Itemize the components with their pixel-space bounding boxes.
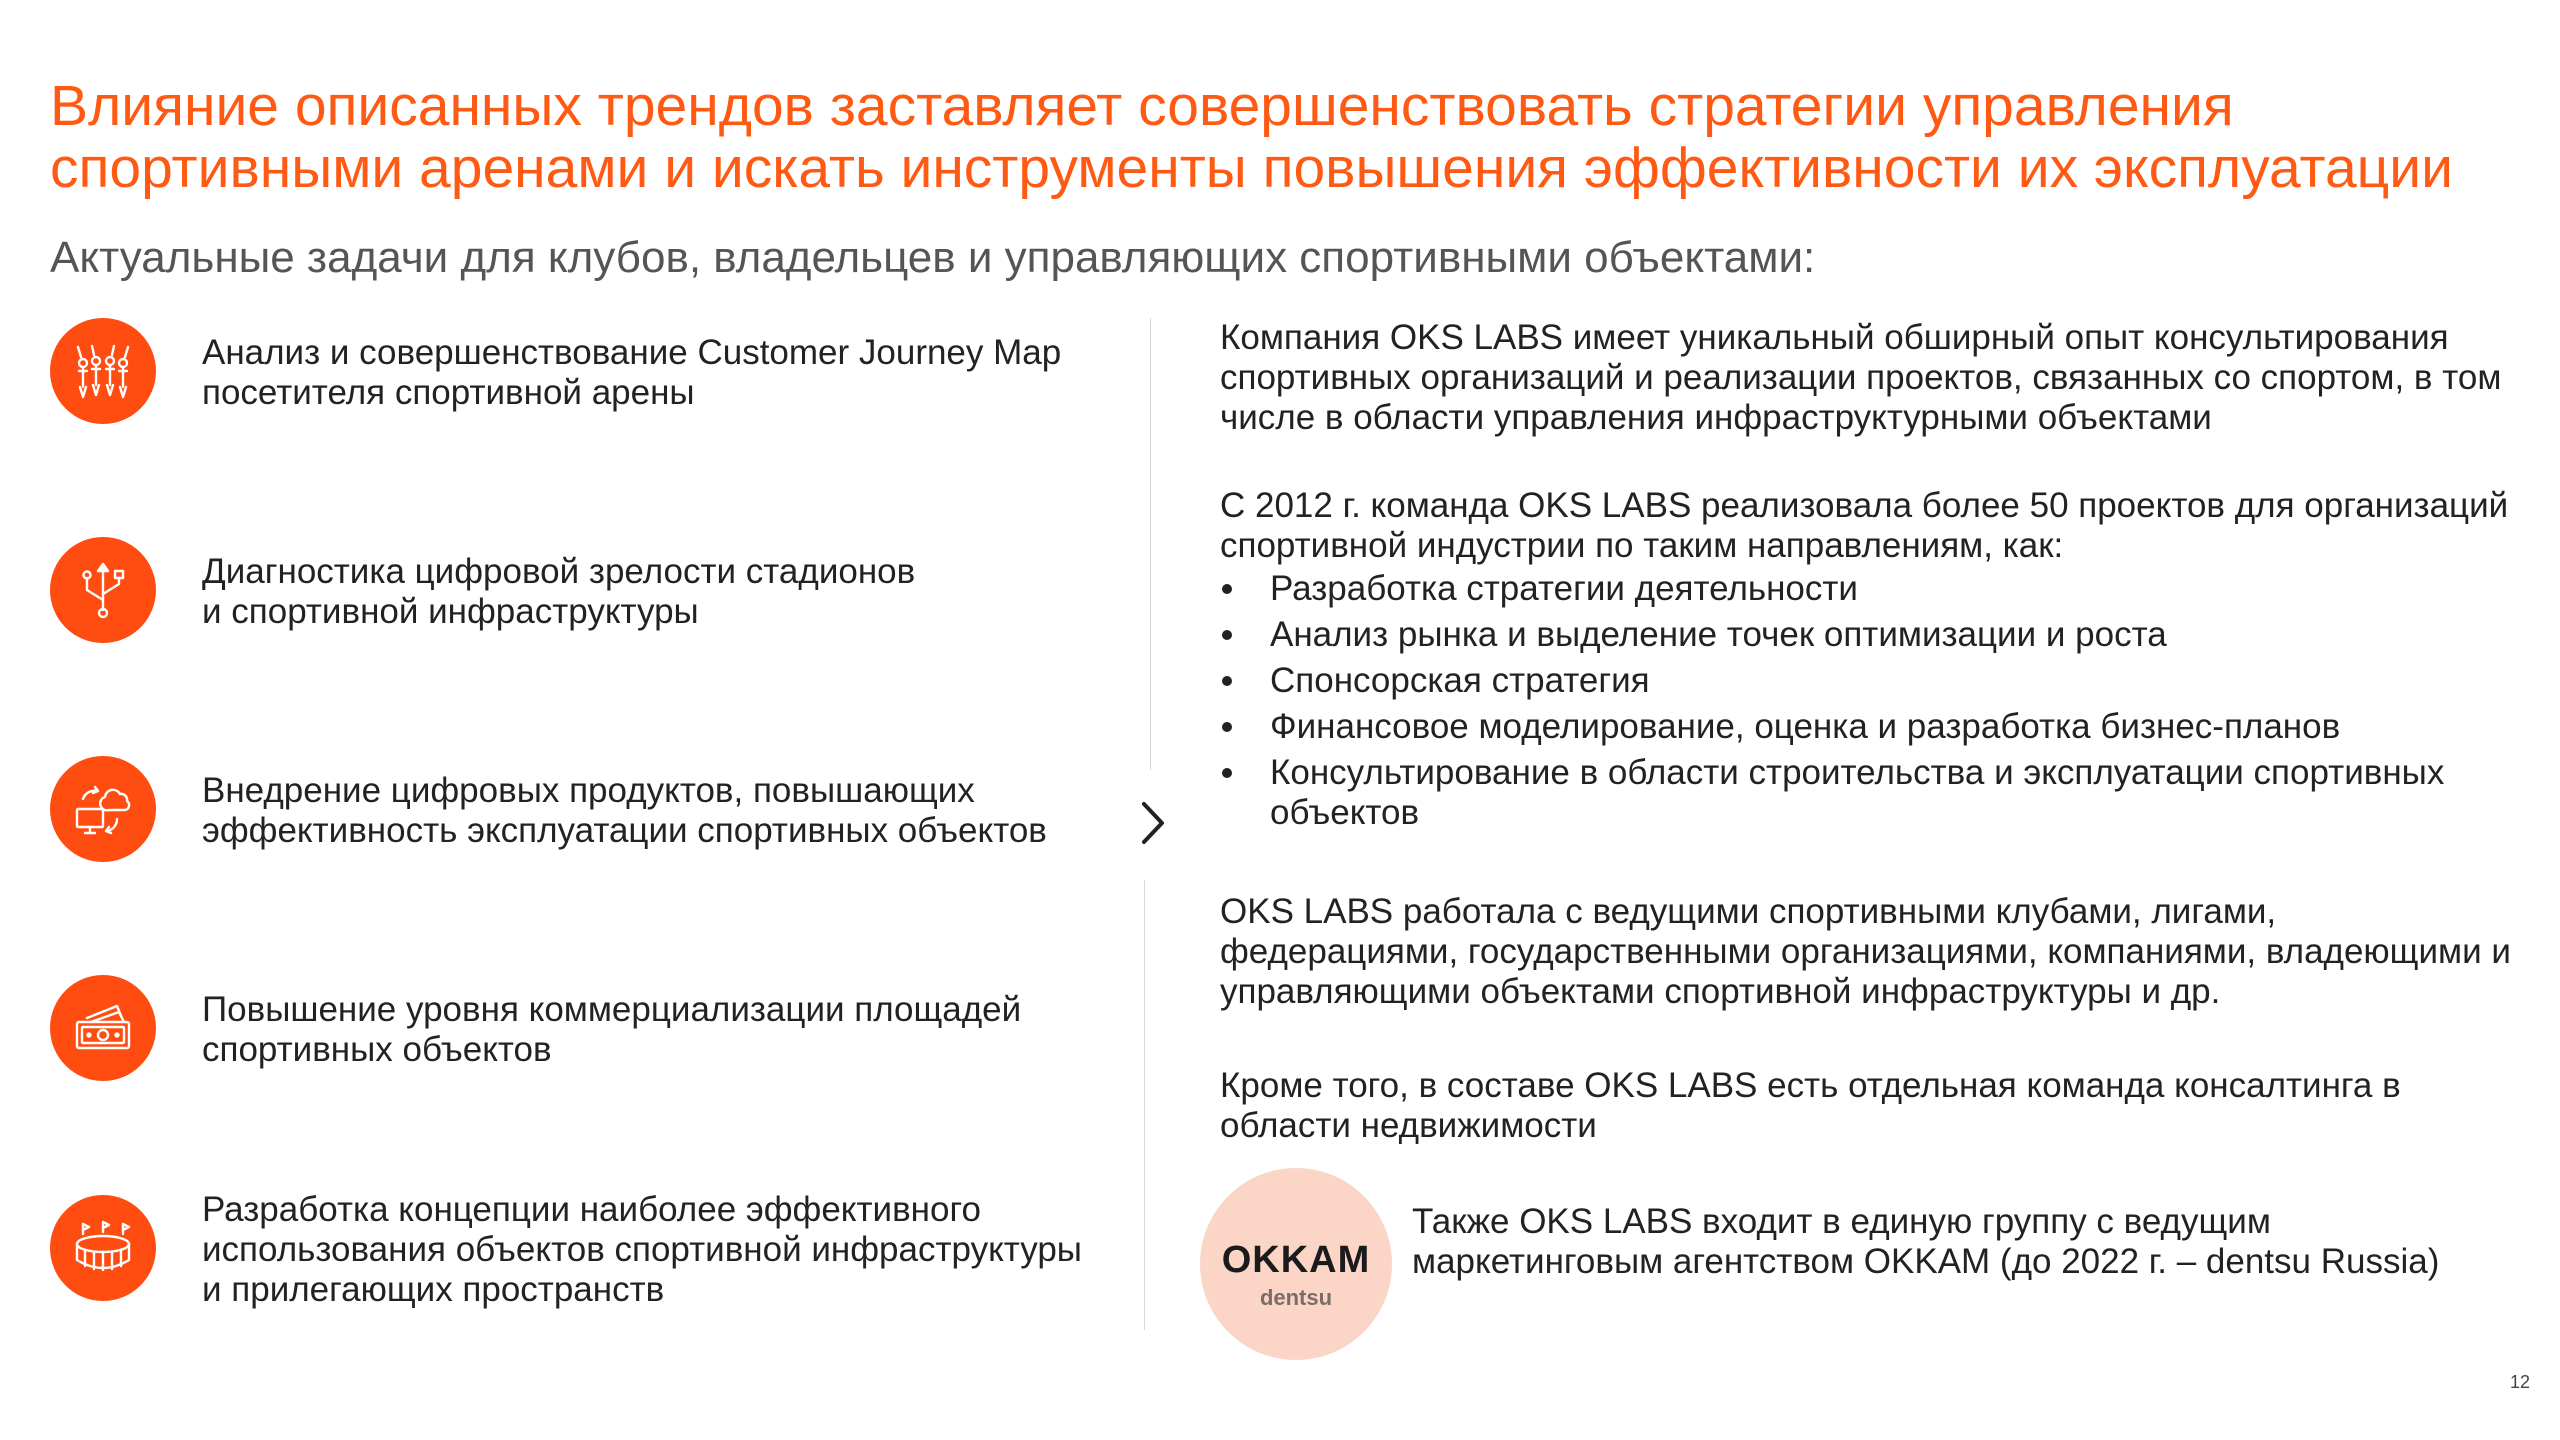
title-line-1: Влияние описанных трендов заставляет совершенствовать стратегии управления bbox=[50, 74, 2234, 138]
task-item-digital-products bbox=[50, 756, 1130, 866]
task-text-line: Повышение уровня коммерциализации площадей bbox=[202, 990, 1022, 1029]
stadium-icon bbox=[50, 1195, 156, 1301]
list-item: Финансовое моделирование, оценка и разработка бизнес-планов bbox=[1220, 704, 2520, 750]
chevron-right-icon bbox=[1138, 800, 1168, 846]
task-text-line: и спортивной инфраструктуры bbox=[202, 592, 699, 631]
money-icon bbox=[50, 975, 156, 1081]
task-text-line: и прилегающих пространств bbox=[202, 1270, 665, 1309]
cloud-computer-icon bbox=[50, 756, 156, 862]
crowd-icon bbox=[50, 318, 156, 424]
paragraph-text: OKS LABS работала с ведущими спортивными клубами, лигами, федерациями, государственными организациями, компаниями, владеющими и управляющими объектами спортивной инфраструктуры и др. bbox=[1220, 892, 2511, 1011]
projects-block bbox=[1220, 486, 2520, 833]
slide-title bbox=[50, 75, 2530, 199]
task-text-line: Анализ и совершенствование Customer Journey Map bbox=[202, 333, 1062, 372]
task-text bbox=[202, 1187, 1132, 1313]
slide-subtitle: Актуальные задачи для клубов, владельцев и управляющих спортивными объектами: bbox=[50, 233, 1816, 282]
list-item: Анализ рынка и выделение точек оптимизации и роста bbox=[1220, 612, 2520, 658]
logo-brand: OKKAM bbox=[1221, 1239, 1371, 1281]
real-estate-paragraph bbox=[1220, 1066, 2520, 1146]
page-number: 12 bbox=[2509, 1372, 2530, 1392]
list-item: Консультирование в области строительства и эксплуатации спортивных объектов bbox=[1220, 750, 2520, 833]
task-text-line: Диагностика цифровой зрелости стадионов bbox=[202, 552, 916, 591]
task-text-line: спортивных объектов bbox=[202, 1030, 552, 1069]
task-text bbox=[202, 318, 1132, 428]
task-text bbox=[202, 975, 1132, 1085]
task-item-cjm bbox=[50, 318, 1130, 428]
task-text-line: эффективность эксплуатации спортивных объектов bbox=[202, 811, 1047, 850]
group-text bbox=[1412, 1202, 2512, 1282]
paragraph-text: Компания OKS LABS имеет уникальный обширный опыт консультирования спортивных организаций и реализации проектов, связанных со спортом, в том числе в области управления инфраструктурными объектами bbox=[1220, 318, 2502, 437]
usb-network-icon bbox=[50, 537, 156, 643]
task-item-digital-maturity bbox=[50, 537, 1130, 647]
task-text-line: Разработка концепции наиболее эффективного bbox=[202, 1190, 981, 1229]
experience-paragraph bbox=[1220, 318, 2520, 438]
divider-line bbox=[1144, 880, 1145, 1330]
logo-sub: dentsu bbox=[1259, 1285, 1333, 1310]
task-text-line: Внедрение цифровых продуктов, повышающих bbox=[202, 771, 975, 810]
paragraph-text: С 2012 г. команда OKS LABS реализовала более 50 проектов для организаций спортивной индустрии по таким направлениям, как: bbox=[1220, 486, 2509, 565]
list-item: Разработка стратегии деятельности bbox=[1220, 566, 2520, 612]
clients-paragraph bbox=[1220, 892, 2520, 1012]
okkam-dentsu-logo bbox=[1200, 1168, 1392, 1360]
list-item: Спонсорская стратегия bbox=[1220, 658, 2520, 704]
task-text bbox=[202, 756, 1132, 866]
task-item-commercialization bbox=[50, 975, 1130, 1085]
task-text bbox=[202, 537, 1132, 647]
directions-list bbox=[1220, 566, 2520, 833]
task-text-line: использования объектов спортивной инфраструктуры bbox=[202, 1230, 1082, 1269]
group-text-line: маркетинговым агентством OKKAM (до 2022 г. – dentsu Russia) bbox=[1412, 1242, 2440, 1281]
paragraph-text: Кроме того, в составе OKS LABS есть отдельная команда консалтинга в области недвижимости bbox=[1220, 1066, 2401, 1145]
task-item-concept bbox=[50, 1190, 1130, 1309]
divider-line bbox=[1150, 318, 1151, 770]
title-line-2: спортивными аренами и искать инструменты повышения эффективности их эксплуатации bbox=[50, 136, 2453, 200]
group-text-line: Также OKS LABS входит в единую группу с ведущим bbox=[1412, 1202, 2271, 1241]
task-text-line: посетителя спортивной арены bbox=[202, 373, 695, 412]
